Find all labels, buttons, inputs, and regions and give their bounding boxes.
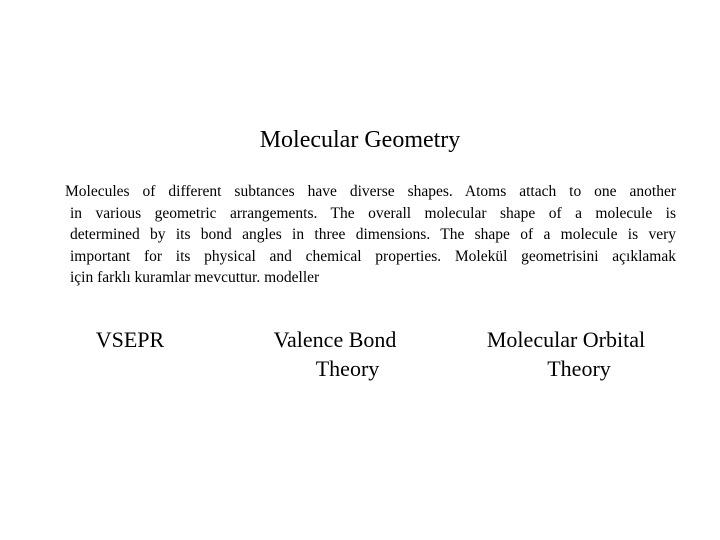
paragraph-line: in various geometric arrangements. The overall molecular shape of a molecule is xyxy=(70,204,676,222)
model-label: Molecular Orbital xyxy=(486,327,646,352)
model-label: Theory xyxy=(547,356,611,381)
model-vsepr xyxy=(74,325,186,354)
model-label: VSEPR xyxy=(95,327,165,352)
models-row xyxy=(0,325,720,395)
model-valence-bond-theory xyxy=(255,325,415,383)
paragraph-line: important for its physical and chemical properties. Molekül geometrisini açıklamak xyxy=(70,247,676,265)
paragraph-line: için farklı kuramlar mevcuttur. modeller xyxy=(70,269,320,286)
slide-title: Molecular Geometry xyxy=(259,127,461,153)
paragraph-line: determined by its bond angles in three dimensions. The shape of a molecule is very xyxy=(70,226,676,243)
model-molecular-orbital-theory xyxy=(472,325,660,383)
paragraph-line: Molecules of different subtances have diverse shapes. Atoms attach to one another xyxy=(65,183,676,200)
model-label: Valence Bond xyxy=(273,327,397,352)
description-paragraph xyxy=(60,181,676,289)
model-label: Theory xyxy=(315,356,380,381)
